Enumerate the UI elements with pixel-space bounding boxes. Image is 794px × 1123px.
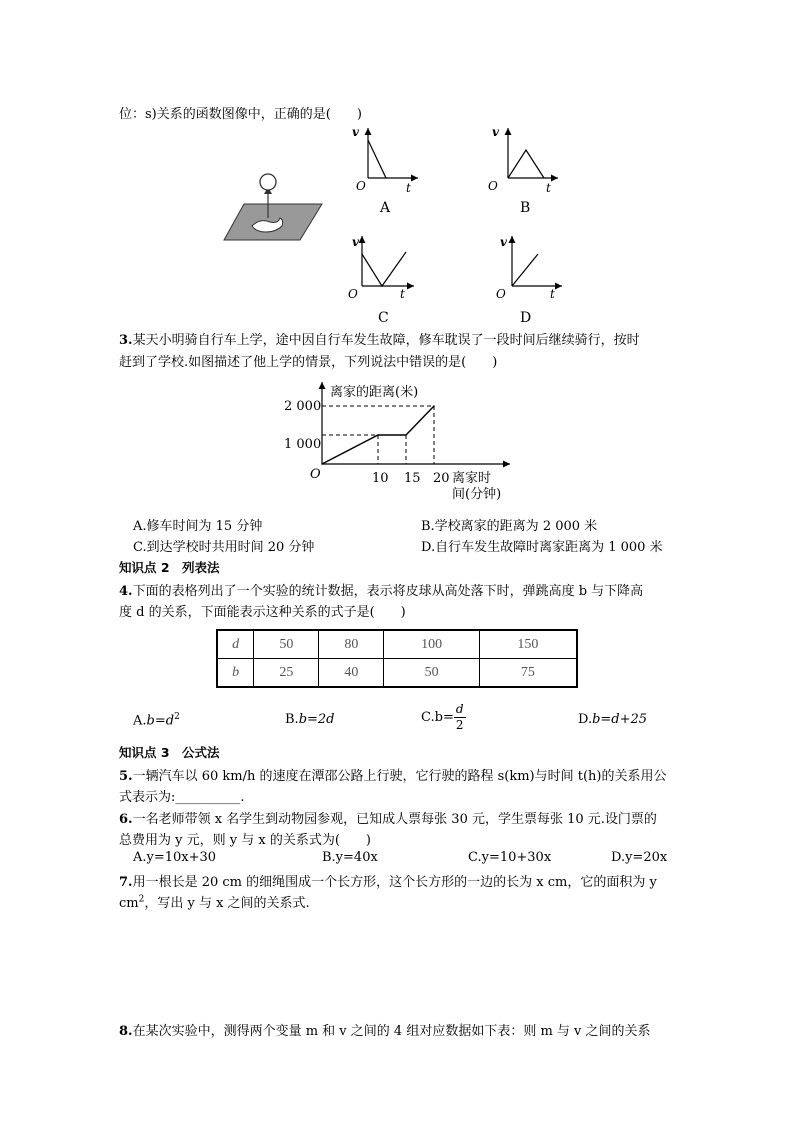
q4-option-a-sup: 2: [174, 712, 180, 722]
q6-line-2: 总费用为 y 元，则 y 与 x 的关系式为( ): [119, 833, 371, 848]
q7-line-2: [119, 892, 310, 911]
graph-c-label: C: [378, 310, 389, 326]
q3-line-2: 赶到了学校.如图描述了他上学的情景，下列说法中错误的是( ): [119, 355, 498, 370]
chart-point: [405, 434, 407, 436]
q4-line-2: 度 d 的关系，下面能表示这种关系的式子是( ): [119, 605, 406, 620]
graph-a-origin: O: [356, 179, 366, 193]
q6-line-1: [119, 808, 657, 827]
graph-c-origin: O: [348, 287, 358, 301]
chart-ytick-2000: 2 000: [284, 399, 322, 414]
q4-option-c-prefix: C.b=: [421, 710, 454, 725]
q5-number: 5.: [119, 769, 133, 784]
q4-option-c-fraction: [454, 702, 466, 733]
q7-text-1: 用一根长是 20 cm 的细绳围成一个长方形，这个长方形的一边的长为 x cm，它的面积为 y: [132, 875, 657, 890]
q6-text-1: 一名老师带领 x 名学生到动物园参观，已知成人票每张 30 元，学生票每张 10 元.设门票的: [132, 812, 657, 827]
q7-text-2: ，写出 y 与 x 之间的关系式.: [144, 896, 310, 911]
q8-line-1: [119, 1020, 651, 1039]
q4-option-b[interactable]: [285, 712, 335, 727]
q2-option-graphs: [340, 122, 580, 327]
q7-line-1: [119, 871, 657, 890]
table-row-label-d: d: [217, 630, 254, 659]
knowledge-point-3-heading: 知识点 3 公式法: [119, 745, 220, 760]
chart-point: [377, 434, 379, 436]
q4-option-b-prefix: B.: [285, 712, 299, 727]
table-cell: 100: [384, 630, 479, 659]
q2-ball-throw-figure: [222, 170, 328, 246]
q3-text-1: 某天小明骑自行车上学，途中因自行车发生故障，修车耽误了一段时间后继续骑行，按时: [132, 333, 640, 348]
graph-d-t-label: t: [550, 287, 555, 301]
chart-xtick-15: 15: [404, 471, 421, 486]
table-cell: 50: [254, 630, 319, 659]
table-row-label-b: b: [217, 659, 254, 688]
table-cell: 25: [254, 659, 319, 688]
table-cell: 50: [384, 659, 479, 688]
q8-text-1: 在某次实验中，测得两个变量 m 和 v 之间的 4 组对应数据如下表：则 m 与 v 之间的关系: [132, 1024, 651, 1039]
q4-option-c[interactable]: [421, 702, 466, 733]
graph-a: [352, 125, 418, 216]
q4-option-d-prefix: D.: [578, 712, 593, 727]
fraction-denominator: 2: [455, 718, 464, 732]
q4-text-1: 下面的表格列出了一个实验的统计数据，表示将皮球从高处落下时，弹跳高度 b 与下降高: [132, 584, 644, 599]
graph-d-origin: O: [496, 287, 506, 301]
q3-number: 3.: [119, 333, 133, 348]
table-cell: 75: [479, 659, 577, 688]
graph-a-line: [368, 140, 386, 178]
q7-unit: cm: [119, 896, 139, 911]
chart-x-label-2: 间(分钟): [452, 487, 502, 502]
graph-d-label: D: [520, 310, 532, 326]
graph-b-t-label: t: [546, 181, 551, 195]
graph-a-t-label: t: [406, 181, 411, 195]
chart-point: [321, 463, 323, 465]
graph-c-line: [362, 252, 406, 286]
q6-option-d[interactable]: D.y=20x: [611, 850, 668, 865]
graph-b-origin: O: [488, 179, 498, 193]
q4-option-a[interactable]: [133, 712, 180, 728]
graph-b: [488, 125, 558, 216]
chart-origin: O: [310, 467, 321, 482]
table-cell: 40: [319, 659, 384, 688]
q5-line-1: [119, 765, 667, 784]
graph-c-t-label: t: [400, 287, 405, 301]
q4-option-b-expr: b=2d: [298, 712, 335, 727]
q3-distance-chart: [282, 378, 522, 506]
q4-line-1: [119, 580, 643, 599]
q4-data-table: [216, 629, 578, 688]
graph-b-line: [508, 150, 544, 178]
q8-number: 8.: [119, 1024, 133, 1039]
q3-option-a[interactable]: A.修车时间为 15 分钟: [133, 519, 263, 534]
q6-option-c[interactable]: C.y=10+30x: [468, 850, 552, 865]
graph-b-v-label: v: [492, 125, 499, 139]
graph-a-label: A: [380, 200, 391, 216]
q6-number: 6.: [119, 812, 133, 827]
chart-y-label: 离家的距离(米): [330, 385, 419, 400]
chart-xtick-20: 20: [433, 471, 450, 486]
q4-number: 4.: [119, 584, 133, 599]
fraction-numerator: d: [455, 702, 464, 716]
q4-option-a-prefix: A.: [133, 713, 147, 729]
table-row: [217, 659, 577, 688]
q3-line-1: [119, 329, 640, 348]
q7-unit-sup: 2: [138, 894, 145, 905]
graph-b-label: B: [520, 200, 531, 216]
q6-option-b[interactable]: B.y=40x: [322, 850, 378, 865]
q7-number: 7.: [119, 875, 133, 890]
q4-option-a-expr: b=d: [146, 713, 175, 729]
knowledge-point-2-heading: 知识点 2 列表法: [119, 560, 220, 575]
q5-line-2: 式表示为:__________.: [119, 790, 245, 805]
graph-c: [348, 235, 414, 326]
chart-point: [433, 405, 435, 407]
q4-option-d[interactable]: [578, 712, 647, 727]
table-cell: 150: [479, 630, 577, 659]
q2-continuation-text: 位：s)关系的函数图像中，正确的是( ): [119, 107, 362, 122]
q6-option-a[interactable]: A.y=10x+30: [133, 850, 217, 865]
graph-d: [496, 235, 562, 326]
graph-d-line: [512, 254, 538, 286]
chart-xtick-10: 10: [372, 471, 389, 486]
table-row: [217, 630, 577, 659]
graph-d-v-label: v: [500, 235, 507, 249]
chart-ytick-1000: 1 000: [284, 437, 322, 452]
ball-icon: [260, 174, 276, 190]
q5-text-1: 一辆汽车以 60 km/h 的速度在潭邵公路上行驶，它行驶的路程 s(km)与时间 t(h)的关系用公: [132, 769, 667, 784]
chart-x-label-1: 离家时: [452, 471, 492, 486]
q3-option-d[interactable]: D.自行车发生故障时离家距离为 1 000 米: [421, 540, 663, 555]
q3-option-b[interactable]: B.学校离家的距离为 2 000 米: [421, 519, 598, 534]
table-cell: 80: [319, 630, 384, 659]
graph-c-v-label: v: [352, 235, 359, 249]
q4-option-d-expr: b=d+25: [592, 712, 648, 727]
q3-option-c[interactable]: C.到达学校时共用时间 20 分钟: [133, 540, 315, 555]
graph-a-v-label: v: [352, 125, 359, 139]
